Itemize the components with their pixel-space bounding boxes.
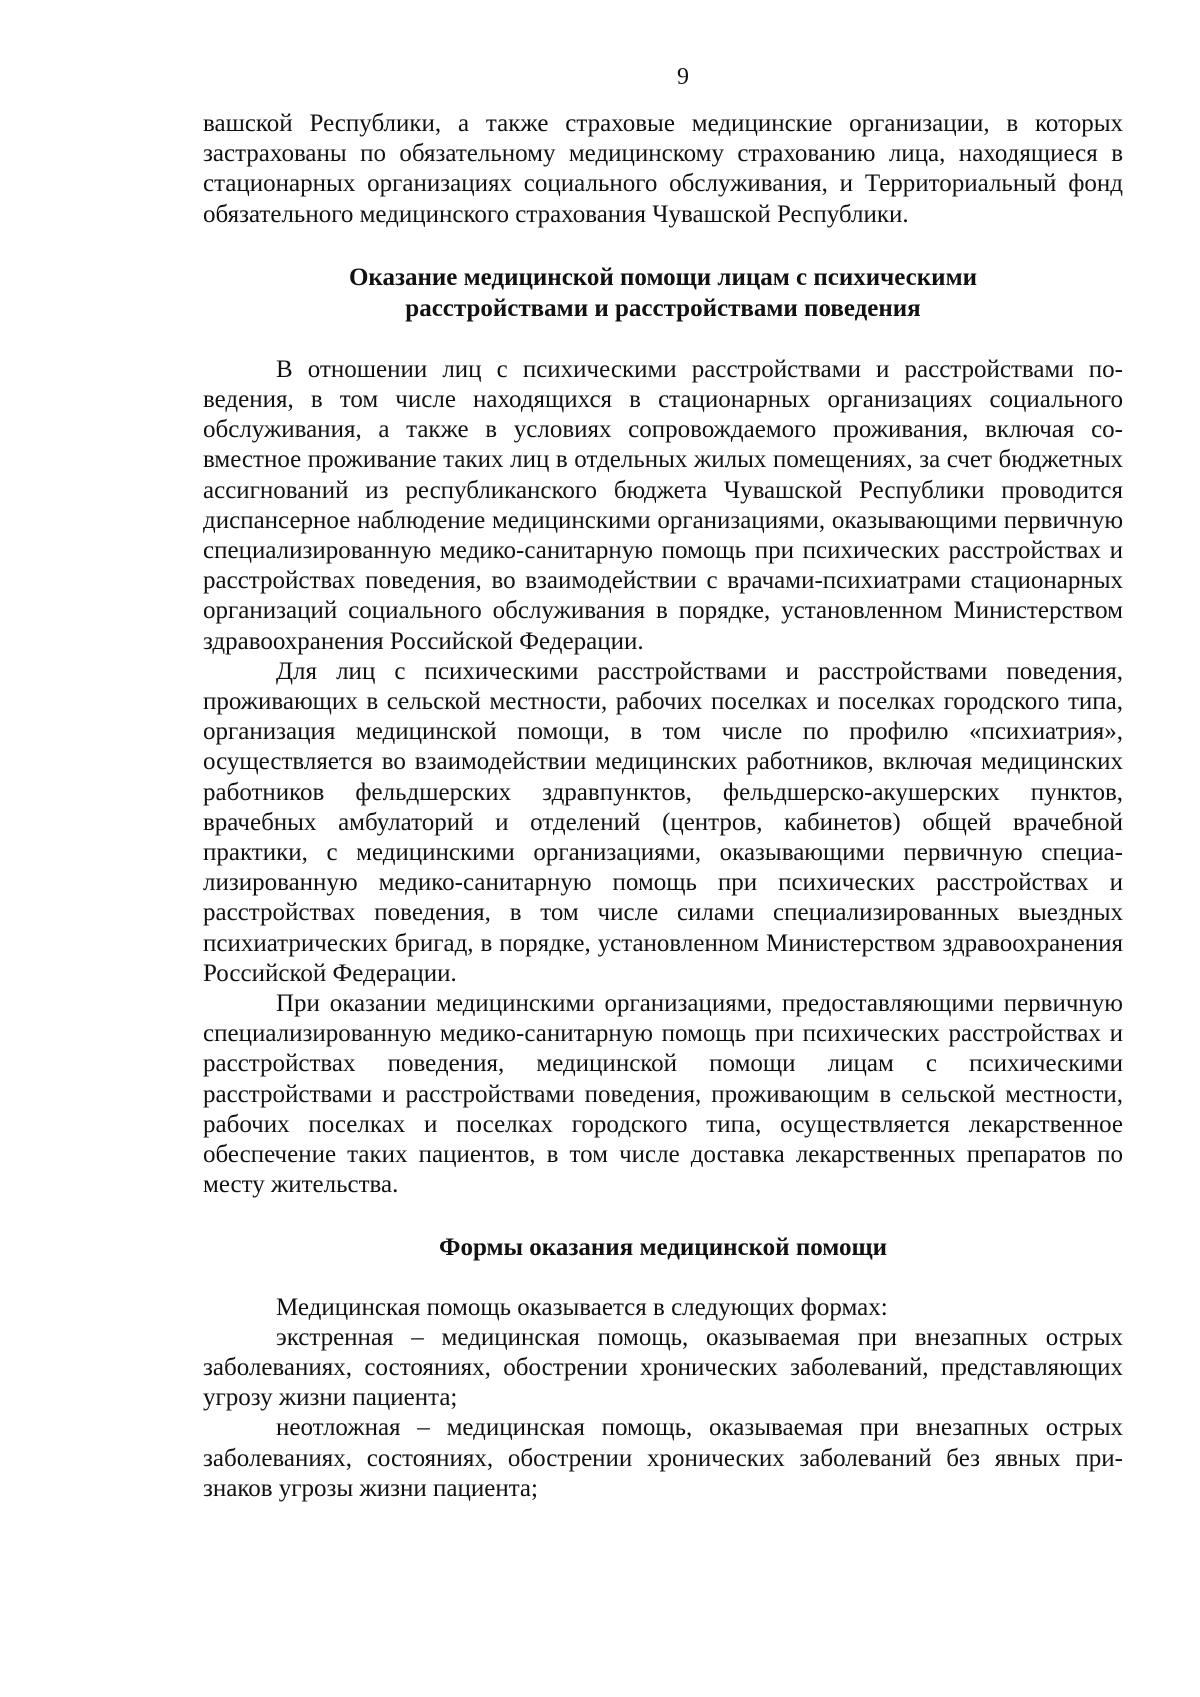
section-heading-mental-disorders [203,262,1123,324]
section-heading-forms-of-care: Формы оказания медицинской помощи [439,1233,887,1261]
body-paragraph: В отношении лиц с психическими расстройствами и расстройствами поведения, в том числе находящихся в стационарных организациях социального обслуживания, а также в условиях сопровождаемого проживания, включая совместное проживание таких лиц в отдельных жилых помещениях, за счет бюджетных ассигнований из республиканского бюджета Чувашской Республики проводится диспансерное наблюдение медицинскими организациями, оказывающими первичную специализированную медико-санитарную помощь при психических расстройствах и расстройствах поведения, во взаимодействии с врачами-психиатрами стационарных организаций социального обслуживания в порядке, установленном Министерством здравоохранения Российской Федерации. [203,355,1123,655]
spacer [203,1201,1123,1232]
body-paragraph: Медицинская помощь оказывается в следующих формах: [276,1293,888,1321]
spacer [203,230,1123,262]
list-item-emergency: экстренная – медицинская помощь, оказываемая при внезапных острых заболеваниях, состояниях, обострении хронических заболеваний, представляющих угрозу жизни пациента; [203,1323,1123,1412]
spacer [203,324,1123,355]
heading-line: Оказание медицинской помощи лицам с психическими [348,263,978,291]
body-paragraph: Для лиц с психическими расстройствами и расстройствами поведения, проживающих в сельской местности, рабочих поселках и поселках городского типа, организация медицинской помощи, в том числе по профилю «психиатрия», осуществляется во взаимодействии медицинских работников, включая медицинских работников фельдшерских здравпунктов, фельдшерско-акушерских пунктов, врачебных амбулаторий и отделений (центров, кабинетов) общей врачебной практики, с медицинскими организациями, оказывающими первичную специализированную медико-санитарную помощь при психических расстройствах и расстройствах поведения, в том числе силами специализированных выездных психиатрических бригад, в порядке, установленном Министерством здравоохранения Российской Федерации. [203,657,1123,987]
page-number: 9 [677,64,689,90]
heading-line: расстройствами и расстройствами поведения [405,294,921,322]
body-paragraph: При оказании медицинскими организациями, предоставляющими первичную специализированную медико-санитарную помощь при психических расстройствах и расстройствах поведения, медицинской помощи лицам с психическими расстройствами и расстройствами поведения, проживающим в сельской местности, рабочих поселках и поселках городского типа, осуществляется лекарственное обеспечение таких пациентов, в том числе доставка лекарственных препаратов по месту жительства. [203,990,1123,1199]
intro-paragraph: вашской Республики, а также страховые медицинские организации, в которых застрахованы по обязательному медицинскому страхованию лица, находящиеся в стационарных организациях социального обслуживания, и Территориальный фонд обязательного медицинского страхования Чувашской Республики. [203,110,1123,228]
list-item-urgent: неотложная – медицинская помощь, оказываемая при внезапных острых заболеваниях, состояниях, обострении хронических заболеваний без явных признаков угрозы жизни пациента; [203,1414,1123,1502]
spacer [203,1263,1123,1293]
document-page [203,62,1123,1504]
